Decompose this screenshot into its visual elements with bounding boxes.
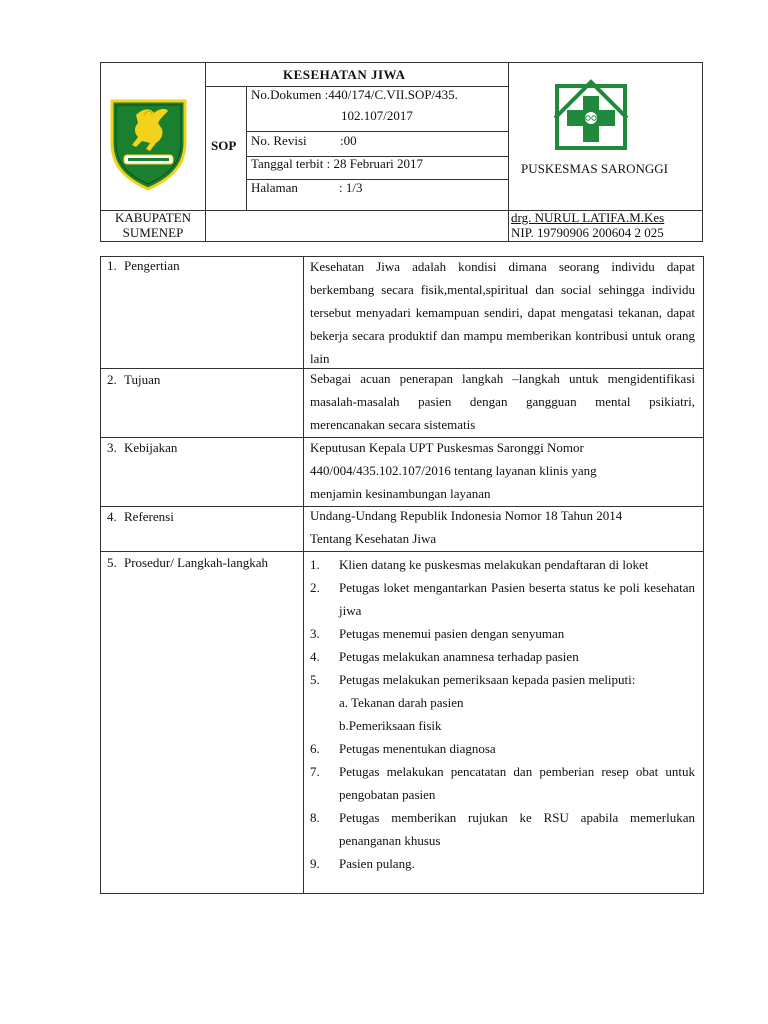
- section-label-pengertian: 1. Pengertian: [107, 258, 180, 273]
- row-divider: [101, 551, 703, 552]
- sop-content-table: [100, 256, 704, 894]
- procedure-step: 8. Petugas memberikan rujukan ke RSU apabila memerlukan penanganan khusus: [310, 810, 695, 848]
- procedure-step: 4. Petugas melakukan anamnesa terhadap pasien: [310, 649, 579, 664]
- kabupaten-line2: SUMENEP: [122, 225, 184, 240]
- section-label-prosedur: 5. Prosedur/ Langkah-langkah: [107, 555, 269, 570]
- procedure-step: 1. Klien datang ke puskesmas melakukan pendaftaran di loket: [310, 557, 649, 572]
- no-dokumen-line2: 102.107/2017: [341, 108, 413, 123]
- procedure-steps-list: [310, 553, 695, 875]
- section-text-pengertian: Kesehatan Jiwa adalah kondisi dimana seorang individu dapat berkembang secara fisik,mental,spiritual dan social sehingga individu tersebut menyadari kemampuan sendiri, dapat mengatasi tekanan, dapat bekerja secara produktif dan mampu memberikan kontribusi untuk orang lain: [310, 259, 695, 366]
- procedure-substep: a. Tekanan darah pasien: [339, 695, 464, 710]
- procedure-step: 3. Petugas menemui pasien dengan senyuman: [310, 626, 565, 641]
- halaman-value: : 1/3: [339, 180, 363, 195]
- section-text-referensi: Undang-Undang Republik Indonesia Nomor 18 Tahun 2014 Tentang Kesehatan Jiwa: [310, 508, 623, 546]
- section-text-tujuan: Sebagai acuan penerapan langkah –langkah untuk mengidentifikasi masalah-masalah pasien dengan gangguan mental psikiatri, merencanakan secara sistematis: [310, 371, 695, 432]
- divider: [205, 210, 206, 242]
- kabupaten-line1: KABUPATEN: [114, 210, 192, 225]
- no-revisi-label: No. Revisi: [251, 133, 307, 148]
- divider: [246, 131, 508, 132]
- section-label-referensi: 4. Referensi: [107, 509, 174, 524]
- puskesmas-logo-icon: [551, 78, 631, 153]
- procedure-step: 6. Petugas menentukan diagnosa: [310, 741, 496, 756]
- halaman-label: Halaman: [251, 180, 298, 195]
- procedure-step: 5. Petugas melakukan pemeriksaan kepada pasien meliputi:: [310, 672, 636, 687]
- no-dokumen-line1: No.Dokumen :440/174/C.VII.SOP/435.: [251, 87, 458, 102]
- sumenep-regency-emblem-icon: [106, 81, 191, 196]
- tanggal-terbit: Tanggal terbit : 28 Februari 2017: [251, 156, 424, 171]
- sop-label: SOP: [211, 138, 237, 153]
- procedure-step: 9. Pasien pulang.: [310, 856, 415, 871]
- divider: [508, 63, 509, 242]
- procedure-step: 2. Petugas loket mengantarkan Pasien beserta status ke poli kesehatan jiwa: [310, 580, 695, 618]
- section-label-kebijakan: 3. Kebijakan: [107, 440, 178, 455]
- section-label-tujuan: 2. Tujuan: [107, 372, 161, 387]
- document-header: [100, 62, 703, 242]
- signer-name: drg. NURUL LATIFA.M.Kes: [511, 210, 665, 225]
- document-title: KESEHATAN JIWA: [283, 67, 406, 82]
- procedure-step: 7. Petugas melakukan pencatatan dan pemberian resep obat untuk pengobatan pasien: [310, 764, 695, 802]
- section-text-kebijakan: Keputusan Kepala UPT Puskesmas Saronggi Nomor 440/004/435.102.107/2016 tentang layanan klinis yang menjamin kesinambungan layanan: [310, 440, 597, 501]
- divider: [246, 86, 247, 210]
- org-name: PUSKESMAS SARONGGI: [521, 161, 669, 176]
- column-divider: [303, 257, 304, 893]
- procedure-substep: b.Pemeriksaan fisik: [339, 718, 442, 733]
- no-revisi-value: :00: [340, 133, 357, 148]
- signer-nip: NIP. 19790906 200604 2 025: [511, 225, 664, 240]
